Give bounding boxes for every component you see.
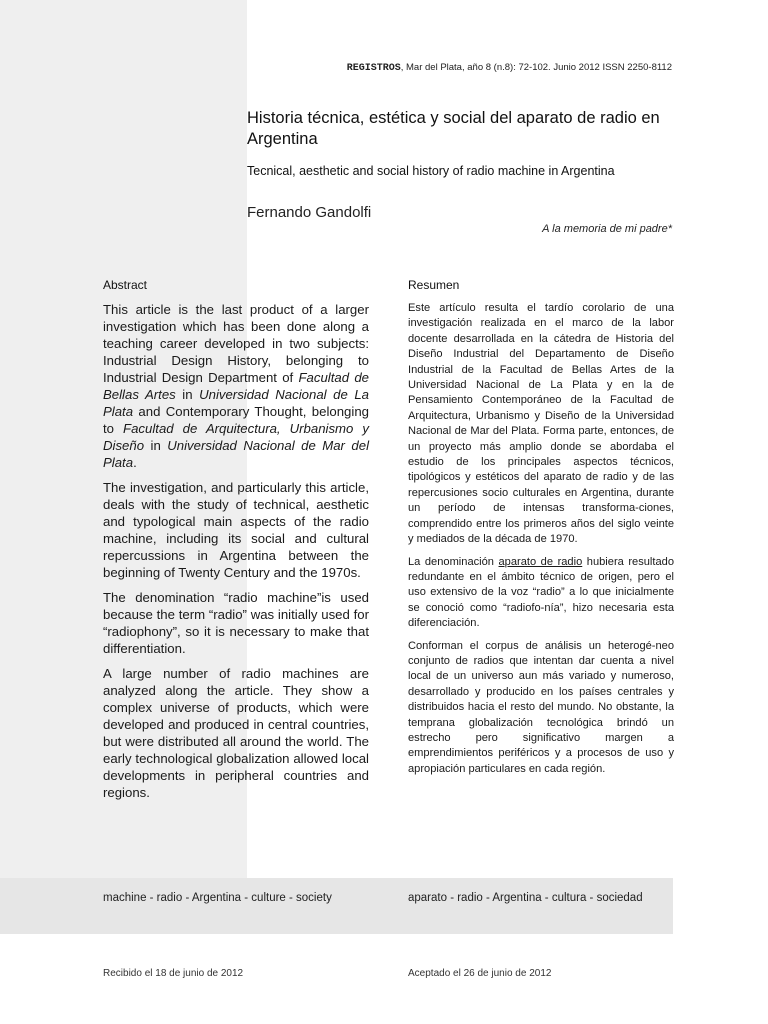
keywords-spanish: aparato - radio - Argentina - cultura - sociedad bbox=[408, 892, 643, 904]
resumen-paragraph-1: Este artículo resulta el tardío corolario de una investigación realizada en el marco de la labor docente desarrollada en la cátedra de Historia del Diseño Industrial del Departamento de Diseño Industrial de la Facultad de Bellas Artes de la Universidad Nacional de La Plata y en la de Pensamiento Contemporáneo de la Facultad de Arquitectura, Urbanismo y Diseño de la Universidad Nacional de Mar del Plata. Forma parte, entonces, de un proyecto más amplio donde se abordaba el estudio de los principales aspectos técnicos, tipológicos y estéticos del aparato de radio y de las repercusiones socio culturales en Argentina, durante un período de intensas transforma-ciones, comprendido entre los primeros años del siglo veinte y mediados de la década de 1970. bbox=[408, 302, 674, 546]
accepted-date: Aceptado el 26 de junio de 2012 bbox=[408, 968, 552, 979]
band-right-edge bbox=[673, 878, 768, 934]
resumen-paragraph-3: Conforman el corpus de análisis un heterogé-neo conjunto de radios que intentan dar cuenta a nivel local de un universo aun más variado y numeroso, desarrollado y producido en los países centrales y distribuidos hacia el resto del mundo. No obstante, la temprana globalización tecnológica brindó un estrecho pero significativo margen a emprendimientos periféricos y a procesos de uso y apropiación particulares en cada región. bbox=[408, 639, 674, 775]
journal-header bbox=[347, 62, 672, 74]
abstract-body bbox=[103, 301, 369, 809]
author-name: Fernando Gandolfi bbox=[247, 204, 372, 221]
dedication: A la memoria de mi padre* bbox=[542, 223, 672, 235]
journal-name: REGISTROS bbox=[346, 63, 401, 74]
received-date: Recibido el 18 de junio de 2012 bbox=[103, 968, 244, 979]
abstract-paragraph-4: A large number of radio machines are analyzed along the article. They show a complex universe of products, which were developed and produced in central countries, but were distributed all around the world. The early technological globalization allowed local developments in peripheral countries and regions. bbox=[103, 666, 369, 800]
abstract-paragraph-2: The investigation, and particularly this article, deals with the study of technical, aesthetic and typological main aspects of the radio machine, including its social and cultural repercussions in Argentina between the beginning of Twenty Century and the 1970s. bbox=[103, 480, 369, 580]
resumen-heading: Resumen bbox=[408, 278, 460, 292]
abstract-paragraph-3: The denomination “radio machine”is used because the term “radio” was initially used for “radiophony”, so it is necessary to make that differentiation. bbox=[103, 590, 369, 656]
abstract-paragraph-1: This article is the last product of a larger investigation which has been done along a teaching career developed in two subjects: Industrial Design History, belonging to Industrial Design Department of Facultad de Bellas Artes in Universidad Nacional de La Plata and Contemporary Thought, belonging to Facultad de Arquitectura, Urbanismo y Diseño in Universidad Nacional de Mar del Plata. bbox=[103, 302, 369, 470]
underlined-term: aparato de radio bbox=[498, 555, 583, 568]
resumen-paragraph-2: La denominación aparato de radio hubiera resultado redundante en el ámbito técnico de origen, pero el uso extensivo de la voz “radio” a lo que inicialmente se conoció como “radiofo-nía”, hizo necesaria esta diferenciación. bbox=[408, 555, 674, 630]
keywords-english: machine - radio - Argentina - culture - society bbox=[103, 892, 332, 904]
article-subtitle: Tecnical, aesthetic and social history of radio machine in Argentina bbox=[247, 164, 615, 178]
journal-citation: , Mar del Plata, año 8 (n.8): 72-102. Junio 2012 ISSN 2250-8112 bbox=[400, 62, 672, 73]
article-title: Historia técnica, estética y social del aparato de radio en Argentina bbox=[247, 109, 660, 148]
abstract-heading: Abstract bbox=[103, 278, 148, 292]
keywords-band bbox=[0, 878, 768, 934]
resumen-body bbox=[408, 301, 674, 784]
